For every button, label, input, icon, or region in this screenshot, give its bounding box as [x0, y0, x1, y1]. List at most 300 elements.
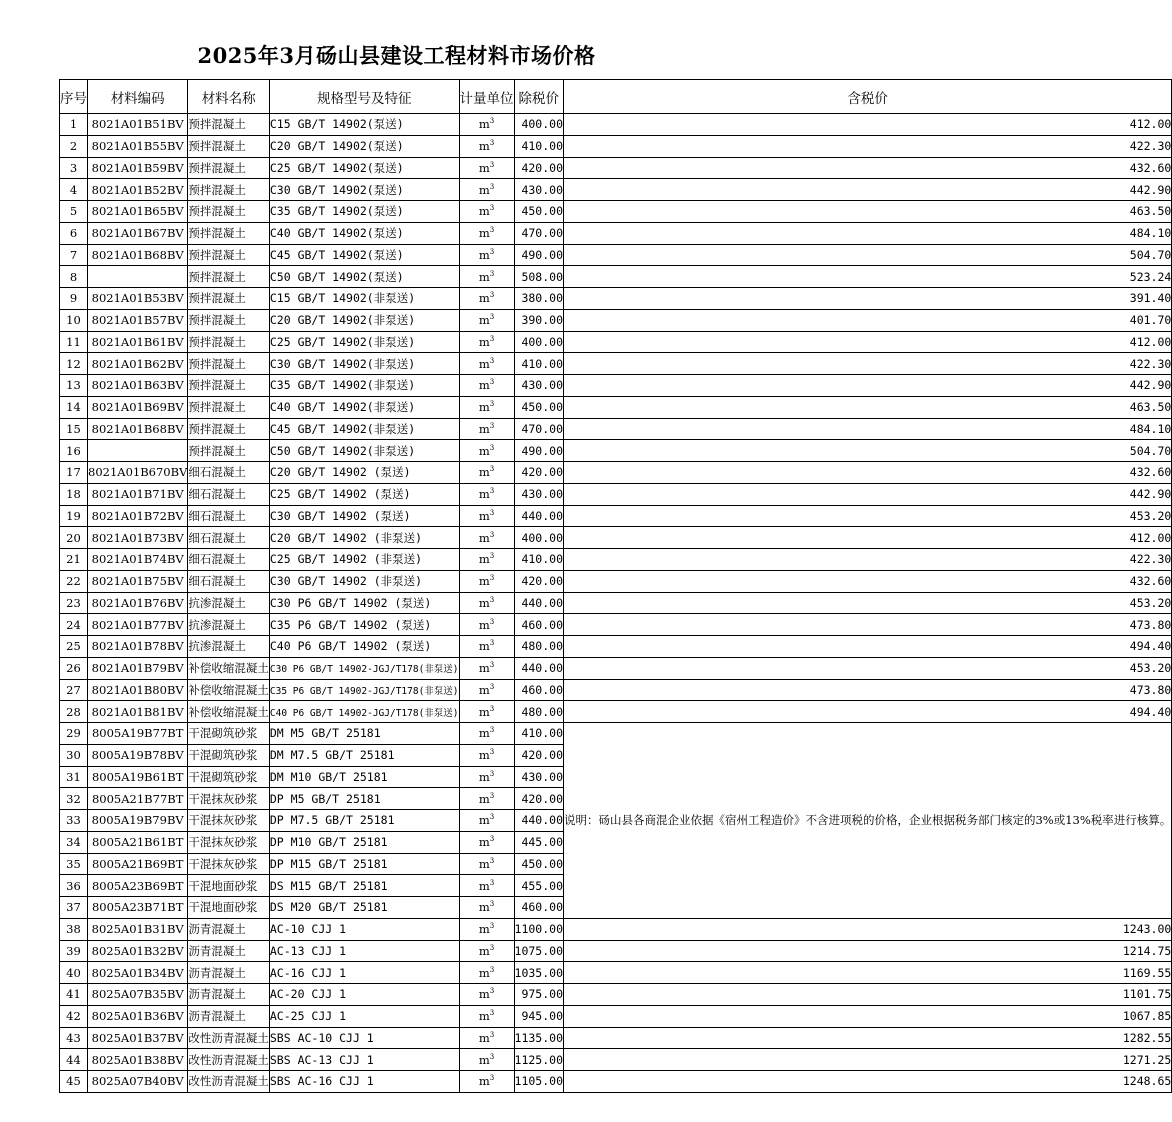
row-unit: [459, 527, 514, 549]
unit-exponent: 3: [489, 443, 495, 452]
row-spec: C30 GB/T 14902(非泵送): [269, 353, 459, 375]
row-material-name: 细石混凝土: [188, 483, 270, 505]
row-spec: DP M7.5 GB/T 25181: [269, 810, 459, 832]
row-unit: [459, 483, 514, 505]
row-tax-price: 1282.55: [564, 1027, 1172, 1049]
row-tax-price: 463.50: [564, 396, 1172, 418]
row-material-name: 改性沥青混凝土: [188, 1049, 270, 1071]
unit-base: m: [478, 704, 490, 719]
row-pre-tax-price: 470.00: [514, 418, 563, 440]
table-row: [60, 701, 1172, 723]
unit-base: m: [478, 226, 490, 241]
row-spec: C35 GB/T 14902(非泵送): [269, 375, 459, 397]
row-seq: 29: [60, 723, 88, 745]
row-unit: [459, 157, 514, 179]
row-seq: 6: [60, 222, 88, 244]
unit-exponent: 3: [489, 987, 495, 996]
row-material-code: 8025A01B31BV: [88, 918, 188, 940]
row-material-code: 8021A01B51BV: [88, 114, 188, 136]
row-material-code: 8025A07B40BV: [88, 1071, 188, 1093]
row-tax-price: 1214.75: [564, 940, 1172, 962]
row-tax-price: 484.10: [564, 222, 1172, 244]
table-row: [60, 918, 1172, 940]
row-tax-price: 432.60: [564, 462, 1172, 484]
row-pre-tax-price: 1100.00: [514, 918, 563, 940]
unit-base: m: [478, 574, 490, 589]
table-row: [60, 375, 1172, 397]
row-material-name: 预拌混凝土: [188, 288, 270, 310]
row-pre-tax-price: 480.00: [514, 636, 563, 658]
unit-base: m: [478, 334, 490, 349]
row-material-code: 8005A23B69BT: [88, 875, 188, 897]
row-material-code: 8005A23B71BT: [88, 897, 188, 919]
unit-exponent: 3: [489, 617, 495, 626]
row-seq: 41: [60, 984, 88, 1006]
unit-base: m: [478, 378, 490, 393]
row-material-name: 细石混凝土: [188, 549, 270, 571]
unit-base: m: [478, 421, 490, 436]
unit-base: m: [478, 922, 490, 937]
row-material-code: 8021A01B80BV: [88, 679, 188, 701]
row-seq: 22: [60, 570, 88, 592]
row-unit: [459, 875, 514, 897]
row-spec: SBS AC-16 CJJ 1: [269, 1071, 459, 1093]
page-title: 2025年3月砀山县建设工程材料市场价格: [197, 43, 596, 68]
row-material-name: 预拌混凝土: [188, 331, 270, 353]
row-seq: 5: [60, 201, 88, 223]
unit-base: m: [478, 356, 490, 371]
row-material-name: 干混抹灰砂浆: [188, 788, 270, 810]
unit-base: m: [478, 900, 490, 915]
table-row: [60, 527, 1172, 549]
table-row: [60, 266, 1172, 288]
unit-base: m: [478, 661, 490, 676]
row-material-name: 细石混凝土: [188, 527, 270, 549]
row-seq: 21: [60, 549, 88, 571]
row-tax-price: 494.40: [564, 701, 1172, 723]
row-pre-tax-price: 420.00: [514, 744, 563, 766]
table-row: [60, 570, 1172, 592]
row-material-name: 预拌混凝土: [188, 114, 270, 136]
row-pre-tax-price: 1135.00: [514, 1027, 563, 1049]
row-unit: [459, 570, 514, 592]
row-tax-price: 504.70: [564, 440, 1172, 462]
row-seq: 11: [60, 331, 88, 353]
row-seq: 33: [60, 810, 88, 832]
table-row: [60, 962, 1172, 984]
unit-base: m: [478, 813, 490, 828]
unit-base: m: [478, 682, 490, 697]
row-seq: 36: [60, 875, 88, 897]
unit-exponent: 3: [489, 139, 495, 148]
row-material-code: 8005A21B69BT: [88, 853, 188, 875]
row-seq: 8: [60, 266, 88, 288]
row-seq: 23: [60, 592, 88, 614]
row-tax-price: 453.20: [564, 505, 1172, 527]
row-unit: [459, 266, 514, 288]
row-unit: [459, 375, 514, 397]
unit-exponent: 3: [489, 683, 495, 692]
header-unit: 计量单位: [459, 80, 514, 114]
unit-exponent: 3: [489, 965, 495, 974]
row-material-name: 干混抹灰砂浆: [188, 831, 270, 853]
row-seq: 28: [60, 701, 88, 723]
row-material-name: 细石混凝土: [188, 570, 270, 592]
row-material-code: 8025A01B37BV: [88, 1027, 188, 1049]
row-pre-tax-price: 945.00: [514, 1005, 563, 1027]
table-row: [60, 614, 1172, 636]
row-spec: AC-16 CJJ 1: [269, 962, 459, 984]
unit-exponent: 3: [489, 900, 495, 909]
unit-exponent: 3: [489, 574, 495, 583]
row-seq: 31: [60, 766, 88, 788]
row-spec: C15 GB/T 14902(泵送): [269, 114, 459, 136]
row-tax-price: 504.70: [564, 244, 1172, 266]
row-spec: AC-20 CJJ 1: [269, 984, 459, 1006]
row-tax-price: 391.40: [564, 288, 1172, 310]
row-material-name: 补偿收缩混凝土: [188, 679, 270, 701]
row-material-name: 干混砌筑砂浆: [188, 723, 270, 745]
row-material-code: 8021A01B74BV: [88, 549, 188, 571]
row-seq: 44: [60, 1049, 88, 1071]
row-material-name: 预拌混凝土: [188, 244, 270, 266]
row-material-code: 8005A21B77BT: [88, 788, 188, 810]
row-spec: C30 P6 GB/T 14902 (泵送): [269, 592, 459, 614]
row-tax-price: 473.80: [564, 614, 1172, 636]
unit-base: m: [478, 139, 490, 154]
row-spec: C35 P6 GB/T 14902 (泵送): [269, 614, 459, 636]
row-pre-tax-price: 420.00: [514, 157, 563, 179]
table-row: [60, 440, 1172, 462]
row-material-code: 8021A01B79BV: [88, 657, 188, 679]
row-unit: [459, 1049, 514, 1071]
row-material-code: 8025A01B38BV: [88, 1049, 188, 1071]
row-material-code: 8005A21B61BT: [88, 831, 188, 853]
row-pre-tax-price: 440.00: [514, 592, 563, 614]
row-unit: [459, 592, 514, 614]
row-tax-price: 1243.00: [564, 918, 1172, 940]
row-pre-tax-price: 1075.00: [514, 940, 563, 962]
row-material-code: 8025A01B34BV: [88, 962, 188, 984]
row-spec: DM M5 GB/T 25181: [269, 723, 459, 745]
row-unit: [459, 831, 514, 853]
row-material-code: 8025A01B36BV: [88, 1005, 188, 1027]
row-unit: [459, 1071, 514, 1093]
unit-base: m: [478, 878, 490, 893]
table-row: [60, 179, 1172, 201]
row-spec: AC-10 CJJ 1: [269, 918, 459, 940]
row-material-code: 8021A01B76BV: [88, 592, 188, 614]
unit-base: m: [478, 943, 490, 958]
row-unit: [459, 309, 514, 331]
table-header-row: [60, 80, 1172, 114]
row-unit: [459, 1005, 514, 1027]
unit-base: m: [478, 748, 490, 763]
row-material-code: 8021A01B53BV: [88, 288, 188, 310]
unit-base: m: [478, 856, 490, 871]
unit-exponent: 3: [489, 1074, 495, 1083]
row-seq: 24: [60, 614, 88, 636]
row-seq: 45: [60, 1071, 88, 1093]
row-seq: 30: [60, 744, 88, 766]
row-spec: C40 P6 GB/T 14902 (泵送): [269, 636, 459, 658]
row-unit: [459, 853, 514, 875]
note-cell: 说明：砀山县各商混企业依据《宿州工程造价》不含进项税的价格，企业根据税务部门核定的3%或13%税率进行核算。: [564, 723, 1172, 919]
row-spec: C25 GB/T 14902 (泵送): [269, 483, 459, 505]
row-seq: 40: [60, 962, 88, 984]
row-material-name: 沥青混凝土: [188, 962, 270, 984]
row-pre-tax-price: 1105.00: [514, 1071, 563, 1093]
row-seq: 20: [60, 527, 88, 549]
row-pre-tax-price: 1035.00: [514, 962, 563, 984]
row-material-code: 8021A01B63BV: [88, 375, 188, 397]
row-tax-price: 401.70: [564, 309, 1172, 331]
table-row: [60, 244, 1172, 266]
row-seq: 13: [60, 375, 88, 397]
row-material-name: 预拌混凝土: [188, 266, 270, 288]
row-pre-tax-price: 420.00: [514, 462, 563, 484]
row-material-name: 沥青混凝土: [188, 940, 270, 962]
row-seq: 2: [60, 135, 88, 157]
row-material-name: 预拌混凝土: [188, 157, 270, 179]
row-pre-tax-price: 430.00: [514, 179, 563, 201]
row-material-code: 8025A07B35BV: [88, 984, 188, 1006]
row-material-code: 8021A01B67BV: [88, 222, 188, 244]
unit-base: m: [478, 965, 490, 980]
unit-exponent: 3: [489, 291, 495, 300]
unit-base: m: [478, 987, 490, 1002]
row-tax-price: 412.00: [564, 114, 1172, 136]
row-seq: 17: [60, 462, 88, 484]
table-row: [60, 331, 1172, 353]
row-pre-tax-price: 390.00: [514, 309, 563, 331]
table-row: [60, 1049, 1172, 1071]
row-unit: [459, 614, 514, 636]
unit-base: m: [478, 1009, 490, 1024]
row-tax-price: 1271.25: [564, 1049, 1172, 1071]
row-unit: [459, 984, 514, 1006]
unit-exponent: 3: [489, 182, 495, 191]
row-pre-tax-price: 460.00: [514, 897, 563, 919]
row-spec: C25 GB/T 14902(泵送): [269, 157, 459, 179]
row-pre-tax-price: 975.00: [514, 984, 563, 1006]
row-tax-price: 422.30: [564, 135, 1172, 157]
unit-exponent: 3: [489, 313, 495, 322]
table-row: [60, 396, 1172, 418]
unit-base: m: [478, 117, 490, 132]
row-spec: SBS AC-13 CJJ 1: [269, 1049, 459, 1071]
row-pre-tax-price: 430.00: [514, 375, 563, 397]
row-material-name: 预拌混凝土: [188, 179, 270, 201]
unit-base: m: [478, 487, 490, 502]
row-spec: DP M10 GB/T 25181: [269, 831, 459, 853]
row-material-code: 8005A19B61BT: [88, 766, 188, 788]
row-unit: [459, 897, 514, 919]
row-material-code: 8025A01B32BV: [88, 940, 188, 962]
unit-exponent: 3: [489, 835, 495, 844]
table-row: [60, 288, 1172, 310]
row-material-code: 8005A19B78BV: [88, 744, 188, 766]
row-seq: 25: [60, 636, 88, 658]
unit-exponent: 3: [489, 487, 495, 496]
row-tax-price: 1169.55: [564, 962, 1172, 984]
row-seq: 27: [60, 679, 88, 701]
unit-exponent: 3: [489, 1009, 495, 1018]
row-unit: [459, 135, 514, 157]
row-tax-price: 1248.65: [564, 1071, 1172, 1093]
row-unit: [459, 179, 514, 201]
row-material-code: 8021A01B81BV: [88, 701, 188, 723]
unit-base: m: [478, 1074, 490, 1089]
row-tax-price: 473.80: [564, 679, 1172, 701]
row-spec: C30 GB/T 14902(泵送): [269, 179, 459, 201]
unit-base: m: [478, 617, 490, 632]
row-pre-tax-price: 450.00: [514, 853, 563, 875]
unit-exponent: 3: [489, 117, 495, 126]
row-spec: C50 GB/T 14902(非泵送): [269, 440, 459, 462]
row-pre-tax-price: 490.00: [514, 440, 563, 462]
row-material-name: 补偿收缩混凝土: [188, 701, 270, 723]
unit-exponent: 3: [489, 922, 495, 931]
row-tax-price: 442.90: [564, 375, 1172, 397]
row-unit: [459, 940, 514, 962]
row-unit: [459, 418, 514, 440]
row-spec: C45 GB/T 14902(泵送): [269, 244, 459, 266]
row-tax-price: 422.30: [564, 549, 1172, 571]
row-material-code: 8021A01B68BV: [88, 244, 188, 266]
row-unit: [459, 505, 514, 527]
table-row: [60, 940, 1172, 962]
row-unit: [459, 701, 514, 723]
row-seq: 15: [60, 418, 88, 440]
table-row: [60, 201, 1172, 223]
row-pre-tax-price: 490.00: [514, 244, 563, 266]
unit-base: m: [478, 465, 490, 480]
row-material-code: 8021A01B75BV: [88, 570, 188, 592]
row-tax-price: 453.20: [564, 592, 1172, 614]
row-material-code: 8021A01B52BV: [88, 179, 188, 201]
row-spec: C20 GB/T 14902(泵送): [269, 135, 459, 157]
unit-exponent: 3: [489, 857, 495, 866]
row-spec: C45 GB/T 14902(非泵送): [269, 418, 459, 440]
row-material-name: 干混砌筑砂浆: [188, 766, 270, 788]
row-material-name: 预拌混凝土: [188, 135, 270, 157]
row-material-name: 抗渗混凝土: [188, 614, 270, 636]
table-row: [60, 549, 1172, 571]
unit-exponent: 3: [489, 422, 495, 431]
table-row: [60, 1027, 1172, 1049]
row-spec: C25 GB/T 14902(非泵送): [269, 331, 459, 353]
price-table: [59, 79, 1172, 1093]
row-tax-price: 412.00: [564, 331, 1172, 353]
row-pre-tax-price: 450.00: [514, 201, 563, 223]
unit-base: m: [478, 247, 490, 262]
unit-exponent: 3: [489, 161, 495, 170]
unit-base: m: [478, 443, 490, 458]
table-body: [60, 114, 1172, 1093]
unit-exponent: 3: [489, 770, 495, 779]
row-spec: C25 GB/T 14902 (非泵送): [269, 549, 459, 571]
table-row: [60, 505, 1172, 527]
row-unit: [459, 549, 514, 571]
row-seq: 42: [60, 1005, 88, 1027]
row-seq: 19: [60, 505, 88, 527]
table-row: [60, 135, 1172, 157]
table-row: [60, 157, 1172, 179]
unit-base: m: [478, 595, 490, 610]
row-material-code: 8021A01B59BV: [88, 157, 188, 179]
row-material-code: [88, 440, 188, 462]
header-seq: 序号: [60, 80, 88, 114]
row-tax-price: 432.60: [564, 157, 1172, 179]
row-tax-price: 463.50: [564, 201, 1172, 223]
row-material-name: 补偿收缩混凝土: [188, 657, 270, 679]
row-unit: [459, 331, 514, 353]
unit-exponent: 3: [489, 944, 495, 953]
row-material-code: 8021A01B71BV: [88, 483, 188, 505]
unit-exponent: 3: [489, 378, 495, 387]
table-row: [60, 636, 1172, 658]
row-pre-tax-price: 410.00: [514, 549, 563, 571]
unit-base: m: [478, 639, 490, 654]
row-unit: [459, 440, 514, 462]
row-material-code: 8021A01B77BV: [88, 614, 188, 636]
table-row: [60, 418, 1172, 440]
row-tax-price: 1067.85: [564, 1005, 1172, 1027]
row-spec: C15 GB/T 14902(非泵送): [269, 288, 459, 310]
row-spec: DS M15 GB/T 25181: [269, 875, 459, 897]
unit-exponent: 3: [489, 1031, 495, 1040]
row-material-name: 改性沥青混凝土: [188, 1027, 270, 1049]
unit-base: m: [478, 769, 490, 784]
row-unit: [459, 353, 514, 375]
row-spec: C40 GB/T 14902(非泵送): [269, 396, 459, 418]
row-unit: [459, 918, 514, 940]
row-pre-tax-price: 440.00: [514, 810, 563, 832]
row-material-code: 8021A01B670BV: [88, 462, 188, 484]
unit-base: m: [478, 552, 490, 567]
row-seq: 32: [60, 788, 88, 810]
row-seq: 14: [60, 396, 88, 418]
row-pre-tax-price: 420.00: [514, 570, 563, 592]
row-pre-tax-price: 460.00: [514, 679, 563, 701]
table-row: [60, 657, 1172, 679]
row-seq: 4: [60, 179, 88, 201]
unit-base: m: [478, 182, 490, 197]
unit-exponent: 3: [489, 335, 495, 344]
row-tax-price: 453.20: [564, 657, 1172, 679]
header-tax-price: 含税价: [564, 80, 1172, 114]
unit-exponent: 3: [489, 509, 495, 518]
row-spec: C30 GB/T 14902 (非泵送): [269, 570, 459, 592]
row-unit: [459, 222, 514, 244]
row-material-name: 沥青混凝土: [188, 1005, 270, 1027]
row-pre-tax-price: 420.00: [514, 788, 563, 810]
table-row: [60, 353, 1172, 375]
row-unit: [459, 244, 514, 266]
row-material-name: 干混抹灰砂浆: [188, 853, 270, 875]
unit-exponent: 3: [489, 748, 495, 757]
row-spec: DP M15 GB/T 25181: [269, 853, 459, 875]
row-material-code: 8021A01B69BV: [88, 396, 188, 418]
table-row: [60, 984, 1172, 1006]
row-seq: 10: [60, 309, 88, 331]
row-spec: C40 GB/T 14902(泵送): [269, 222, 459, 244]
row-seq: 26: [60, 657, 88, 679]
row-pre-tax-price: 400.00: [514, 527, 563, 549]
row-seq: 43: [60, 1027, 88, 1049]
row-spec: C20 GB/T 14902(非泵送): [269, 309, 459, 331]
